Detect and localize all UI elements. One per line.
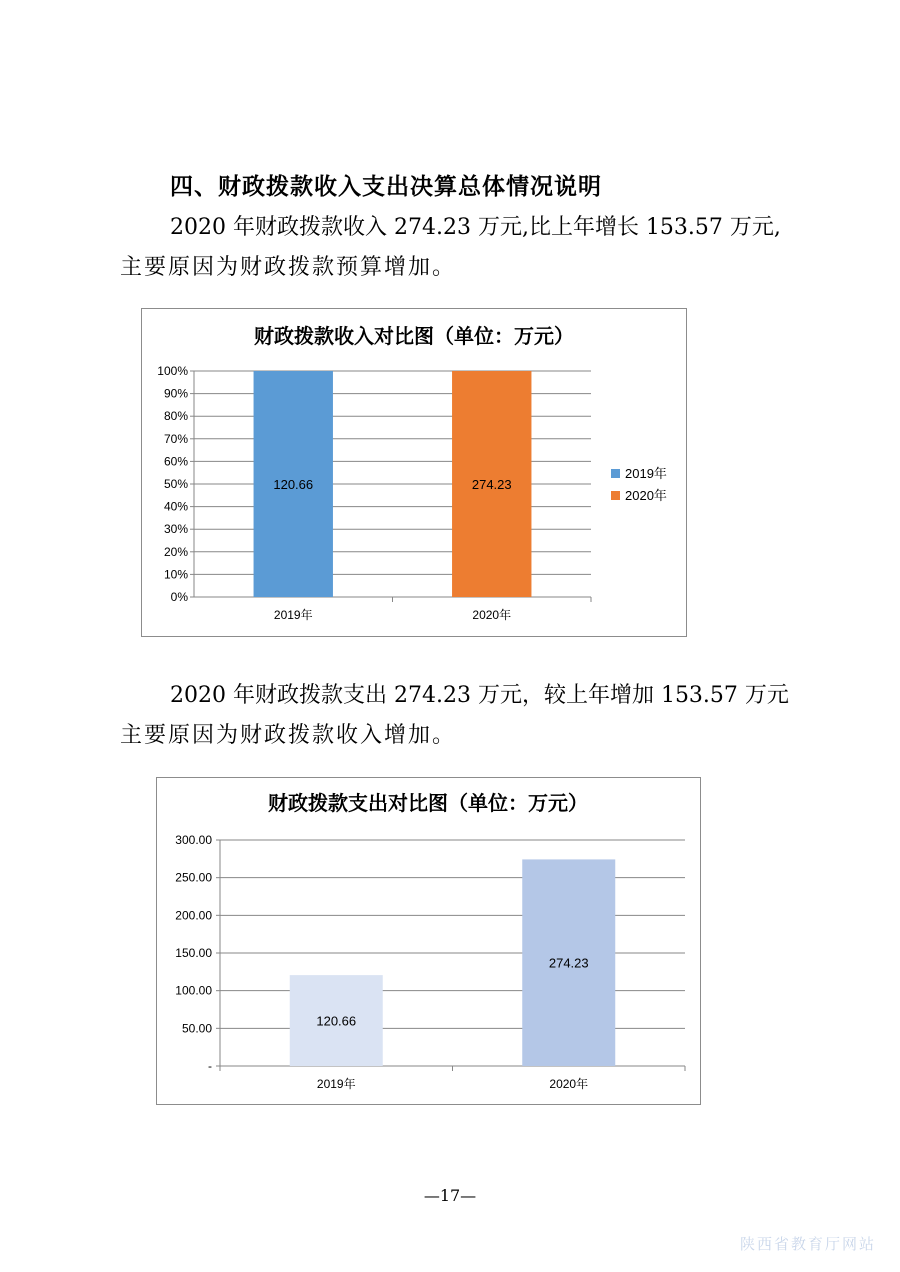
x-tick-label: 2019年 — [273, 608, 313, 622]
y-tick-label: - — [208, 1059, 212, 1073]
income-paragraph-line1: 2020 年财政拨款收入 274.23 万元,比上年增长 153.57 万元, — [170, 215, 781, 240]
income-paragraph — [120, 208, 800, 288]
data-label: 120.66 — [316, 1013, 357, 1029]
expense-chart-svg — [157, 778, 700, 1104]
y-tick-label: 40% — [163, 499, 188, 514]
legend-label: 2020年 — [625, 488, 667, 503]
data-label: 274.23 — [548, 955, 589, 971]
income-chart-svg — [142, 309, 686, 636]
y-tick-label: 50% — [163, 477, 188, 491]
income-paragraph-line2: 主要原因为财政拨款预算增加。 — [120, 255, 457, 280]
x-tick-label: 2020年 — [472, 608, 512, 622]
legend-label: 2019年 — [625, 466, 667, 481]
y-tick-label: 50.00 — [181, 1021, 212, 1036]
y-tick-label: 20% — [163, 544, 188, 559]
chart-title: 财政拨款收入对比图（单位：万元） — [254, 324, 574, 348]
data-label: 274.23 — [471, 477, 512, 492]
x-tick-label: 2019年 — [316, 1077, 356, 1091]
y-tick-label: 90% — [163, 386, 188, 401]
y-tick-label: 100% — [157, 364, 188, 378]
x-tick-label: 2020年 — [549, 1077, 589, 1091]
y-tick-label: 250.00 — [175, 870, 212, 885]
y-tick-label: 70% — [163, 431, 188, 446]
y-tick-label: 200.00 — [175, 908, 212, 923]
legend-swatch — [611, 491, 620, 500]
expense-paragraph — [120, 676, 800, 756]
y-tick-label: 0% — [170, 590, 188, 604]
expense-paragraph-line2: 主要原因为财政拨款收入增加。 — [120, 723, 457, 748]
y-tick-label: 150.00 — [175, 946, 212, 960]
data-label: 120.66 — [273, 477, 314, 492]
y-tick-label: 30% — [163, 522, 188, 537]
y-tick-label: 300.00 — [175, 833, 212, 847]
expense-paragraph-line1: 2020 年财政拨款支出 274.23 万元，较上年增加 153.57 万元 — [170, 683, 789, 708]
y-tick-label: 60% — [163, 454, 188, 469]
y-tick-label: 10% — [163, 567, 188, 582]
expense-comparison-chart — [156, 777, 701, 1105]
y-tick-label: 80% — [163, 409, 188, 424]
page-number: —17— — [423, 1186, 477, 1205]
income-comparison-chart — [141, 308, 687, 637]
site-watermark: 陕西省教育厅网站 — [740, 1235, 877, 1253]
legend-swatch — [611, 469, 620, 478]
chart-title: 财政拨款支出对比图（单位：万元） — [268, 791, 588, 815]
y-tick-label: 100.00 — [175, 983, 212, 998]
section-heading: 四、财政拨款收入支出决算总体情况说明 — [170, 174, 602, 200]
